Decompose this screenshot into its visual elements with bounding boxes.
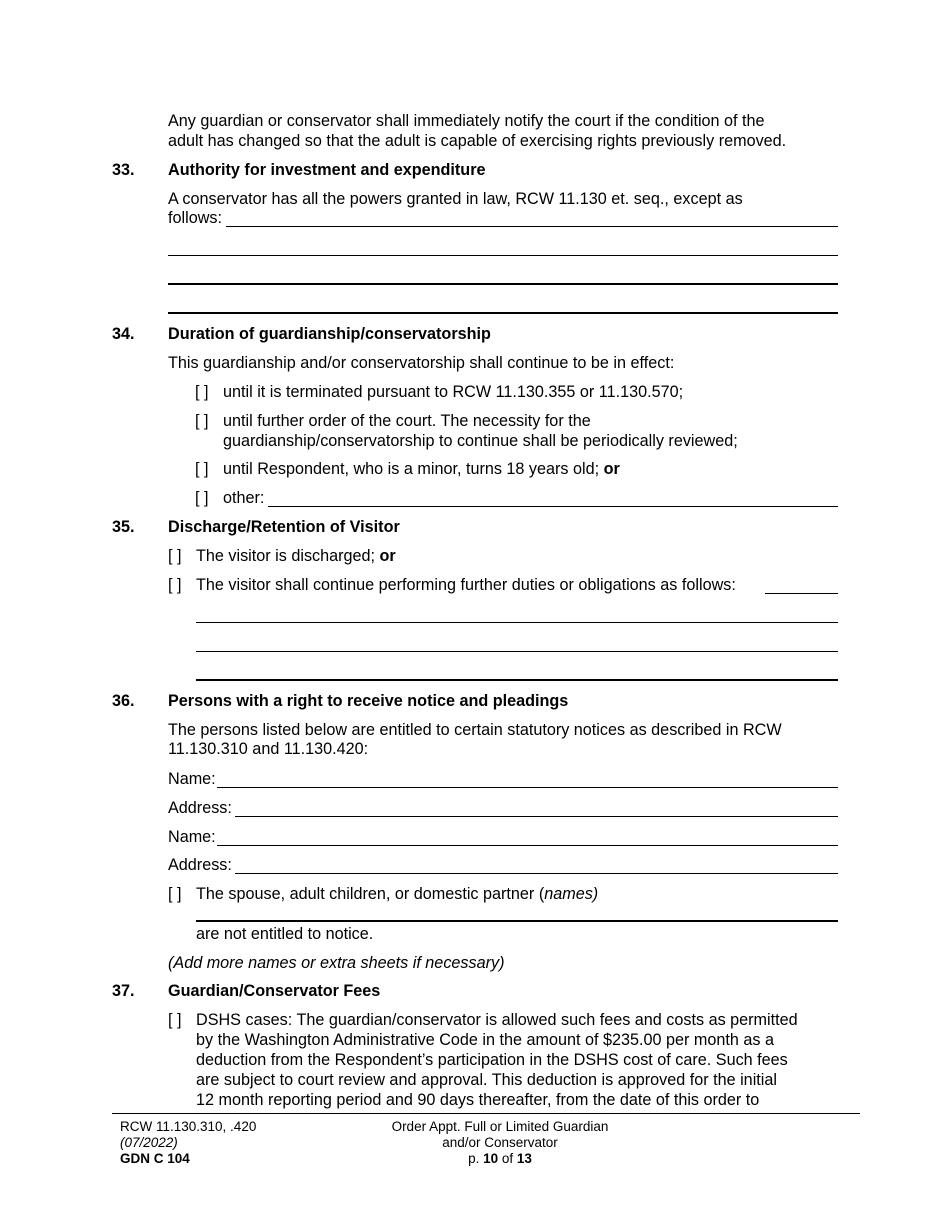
dshs-text-1: DSHS cases: The guardian/conservator is allowed such fees and costs as permitted	[196, 1011, 798, 1029]
checkbox-further-order[interactable]: [ ]	[195, 412, 209, 430]
duration-option-further-order-label-2: guardianship/conservatorship to continue shall be periodically reviewed;	[223, 432, 738, 450]
name-field-2[interactable]	[217, 845, 838, 846]
spouse-label: The spouse, adult children, or domestic partner (	[196, 885, 545, 903]
address-label-2: Address:	[168, 856, 232, 874]
section-36-title: Persons with a right to receive notice and pleadings	[168, 692, 569, 710]
section-37-title: Guardian/Conservator Fees	[168, 982, 381, 1000]
or-text: or	[379, 547, 396, 565]
visitor-duties-line-4[interactable]	[196, 679, 838, 681]
checkbox-dshs[interactable]: [ ]	[168, 1011, 182, 1029]
address-field-1[interactable]	[235, 816, 838, 817]
visitor-discharged-label: The visitor is discharged;	[196, 547, 380, 565]
checkbox-visitor-discharged[interactable]: [ ]	[168, 547, 182, 565]
visitor-duties-line-3[interactable]	[196, 651, 838, 652]
visitor-discharged-option[interactable]	[168, 547, 396, 567]
duration-option-terminated-label: until it is terminated pursuant to RCW 11.130.355 or 11.130.570;	[223, 383, 684, 401]
checkbox-terminated[interactable]: [ ]	[195, 383, 209, 401]
name-field-1[interactable]	[217, 787, 838, 788]
page-prefix: p.	[468, 1151, 484, 1166]
dshs-option[interactable]	[168, 1011, 798, 1031]
checkbox-spouse[interactable]: [ ]	[168, 885, 182, 903]
duration-option-further-order-label: until further order of the court. The necessity for the	[223, 412, 591, 430]
visitor-continue-label: The visitor shall continue performing further duties or obligations as follows:	[196, 576, 736, 594]
duration-option-other-label: other:	[223, 489, 265, 507]
name-label-1: Name:	[168, 770, 216, 788]
dshs-text-4: are subject to court review and approval. This deduction is approved for the initial	[196, 1071, 777, 1089]
section-36-text-1: The persons listed below are entitled to certain statutory notices as described in RCW	[168, 721, 782, 739]
visitor-duties-line-1[interactable]	[765, 593, 838, 594]
section-37-number: 37.	[112, 982, 135, 1000]
footer-date: (07/2022)	[120, 1135, 178, 1150]
section-33-exceptions-line-3[interactable]	[168, 283, 838, 285]
duration-option-minor-label: until Respondent, who is a minor, turns 18 years old;	[223, 460, 604, 478]
spouse-option[interactable]	[168, 885, 598, 905]
checkbox-minor[interactable]: [ ]	[195, 460, 209, 478]
not-entitled-text: are not entitled to notice.	[196, 925, 374, 943]
section-33-follows-label: follows:	[168, 209, 222, 227]
page-total: 13	[516, 1151, 532, 1166]
section-35-number: 35.	[112, 518, 135, 536]
address-label-1: Address:	[168, 799, 232, 817]
section-33-text: A conservator has all the powers granted in law, RCW 11.130 et. seq., except as	[168, 190, 743, 208]
or-text: or	[603, 460, 620, 478]
section-33-exceptions-line-1[interactable]	[226, 226, 838, 227]
dshs-text-2: by the Washington Administrative Code in the amount of $235.00 per month as a	[196, 1031, 774, 1049]
section-35-title: Discharge/Retention of Visitor	[168, 518, 400, 536]
intro-line-2: adult has changed so that the adult is capable of exercising rights previously removed.	[168, 132, 787, 150]
add-more-note: (Add more names or extra sheets if necessary)	[168, 954, 505, 972]
spouse-names-label: names)	[544, 885, 599, 903]
footer-title-2: and/or Conservator	[442, 1135, 558, 1150]
section-33-exceptions-line-4[interactable]	[168, 312, 838, 314]
page-of: of	[498, 1151, 517, 1166]
checkbox-other[interactable]: [ ]	[195, 489, 209, 507]
name-label-2: Name:	[168, 828, 216, 846]
dshs-text-5: 12 month reporting period and 90 days thereafter, from the date of this order to	[196, 1091, 760, 1109]
section-33-title: Authority for investment and expenditure	[168, 161, 486, 179]
section-33-exceptions-line-2[interactable]	[168, 255, 838, 256]
page-number: 10	[483, 1151, 499, 1166]
duration-other-line[interactable]	[268, 506, 838, 507]
spouse-names-line[interactable]	[196, 920, 838, 922]
section-34-intro: This guardianship and/or conservatorship shall continue to be in effect:	[168, 354, 675, 372]
footer-rule	[112, 1113, 860, 1114]
duration-option-other[interactable]	[195, 489, 264, 509]
duration-option-minor[interactable]	[195, 460, 620, 480]
section-36-text-2: 11.130.310 and 11.130.420:	[168, 740, 369, 758]
address-field-2[interactable]	[235, 873, 838, 874]
checkbox-visitor-continue[interactable]: [ ]	[168, 576, 182, 594]
visitor-duties-line-2[interactable]	[196, 622, 838, 623]
intro-line-1: Any guardian or conservator shall immediately notify the court if the condition of the	[168, 112, 765, 130]
section-34-number: 34.	[112, 325, 135, 343]
duration-option-terminated[interactable]	[195, 383, 683, 403]
visitor-continue-option[interactable]	[168, 576, 736, 596]
section-34-title: Duration of guardianship/conservatorship	[168, 325, 491, 343]
footer-page	[340, 1151, 660, 1168]
duration-option-further-order[interactable]	[195, 412, 591, 432]
footer-rcw: RCW 11.130.310, .420	[120, 1119, 257, 1134]
dshs-text-3: deduction from the Respondent’s participation in the DSHS cost of care. Such fees	[196, 1051, 788, 1069]
footer-form-number: GDN C 104	[120, 1151, 190, 1166]
footer-title-1: Order Appt. Full or Limited Guardian	[391, 1119, 609, 1134]
section-36-number: 36.	[112, 692, 135, 710]
section-33-number: 33.	[112, 161, 135, 179]
